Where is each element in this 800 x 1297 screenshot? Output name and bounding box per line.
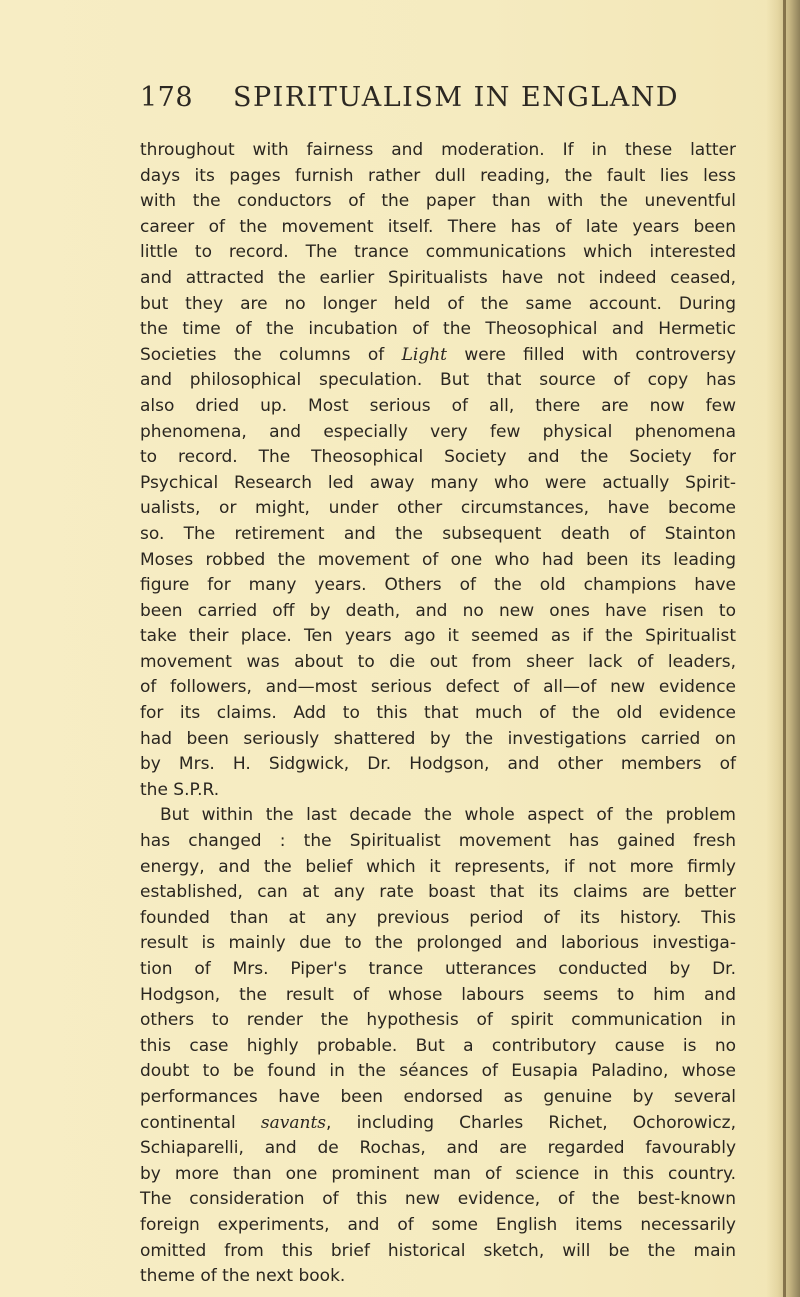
text-line: this case highly probable. But a contributory cause is no <box>140 1035 736 1056</box>
text-line: energy, and the belief which it represents, if not more firmly <box>140 856 736 877</box>
text-line: days its pages furnish rather dull reading, the fault lies less <box>140 165 736 186</box>
text-line: figure for many years. Others of the old champions have <box>140 575 736 596</box>
text-line: for its claims. Add to this that much of the old evidence <box>140 703 736 724</box>
text-line: Societies the columns of Light were filled with controversy <box>140 344 736 365</box>
text-line: to record. The Theosophical Society and the Society for <box>140 447 736 468</box>
text-line: career of the movement itself. There has of late years been <box>140 216 736 237</box>
running-head: SPIRITUALISM IN ENGLAND <box>233 82 680 113</box>
text-line: of followers, and—most serious defect of all—of new evidence <box>140 677 736 698</box>
text-line: performances have been endorsed as genuine by several <box>140 1086 736 1107</box>
text-line: others to render the hypothesis of spirit communication in <box>140 1010 736 1031</box>
text-line: tion of Mrs. Piper's trance utterances conducted by Dr. <box>140 959 736 979</box>
paragraph <box>140 803 736 1289</box>
text-line: doubt to be found in the séances of Eusapia Paladino, whose <box>140 1061 736 1082</box>
text-line: continental savants, including Charles Richet, Ochorowicz, <box>140 1112 737 1133</box>
text-line: throughout with fairness and moderation. If in these latter <box>140 140 736 160</box>
italic-title: savants <box>260 1112 327 1133</box>
text-line: Schiaparelli, and de Rochas, and are regarded favourably <box>140 1138 736 1159</box>
text-line: been carried off by death, and no new ones have risen to <box>140 600 736 621</box>
italic-title: Light <box>401 344 447 365</box>
text-line: movement was about to die out from sheer lack of leaders, <box>140 651 736 672</box>
text-line: with the conductors of the paper than with the uneventful <box>140 191 736 212</box>
text-line: founded than at any previous period of its history. This <box>140 907 736 928</box>
paragraph <box>140 138 736 803</box>
text-line: established, can at any rate boast that its claims are better <box>140 882 736 903</box>
text-line: also dried up. Most serious of all, there are now few <box>140 395 736 416</box>
page-edge-line <box>783 0 786 1297</box>
text-line: But within the last decade the whole aspect of the problem <box>160 805 736 826</box>
text-line: result is mainly due to the prolonged and laborious investiga- <box>140 933 736 954</box>
text-line: by Mrs. H. Sidgwick, Dr. Hodgson, and other members of <box>140 754 736 775</box>
text-line: so. The retirement and the subsequent death of Stainton <box>140 523 736 544</box>
text-line: had been seriously shattered by the investigations carried on <box>140 728 736 749</box>
page-number: 178 <box>140 82 194 113</box>
text-line: take their place. Ten years ago it seemed as if the Spiritualist <box>140 626 736 647</box>
text-line: foreign experiments, and of some English items necessarily <box>140 1214 736 1235</box>
text-line: Moses robbed the movement of one who had been its leading <box>140 549 736 570</box>
page-header <box>140 82 680 122</box>
text-line: and philosophical speculation. But that source of copy has <box>140 370 736 391</box>
text-line: phenomena, and especially very few physical phenomena <box>140 421 736 442</box>
text-line: the time of the incubation of the Theosophical and Hermetic <box>140 319 736 340</box>
text-line: Hodgson, the result of whose labours seems to him and <box>140 984 736 1005</box>
text-line: theme of the next book. <box>140 1266 346 1287</box>
text-line: has changed : the Spiritualist movement has gained fresh <box>140 831 736 852</box>
text-line: The consideration of this new evidence, of the best-known <box>140 1189 736 1210</box>
text-line: omitted from this brief historical sketch, will be the main <box>140 1240 736 1261</box>
text-line: Psychical Research led away many who were actually Spirit- <box>140 472 736 493</box>
text-line: ualists, or might, under other circumstances, have become <box>140 498 736 519</box>
text-line: little to record. The trance communications which interested <box>140 242 736 263</box>
body-text <box>140 138 736 1290</box>
text-line: and attracted the earlier Spiritualists have not indeed ceased, <box>140 267 736 288</box>
text-line: by more than one prominent man of science in this country. <box>140 1163 736 1184</box>
text-line: the S.P.R. <box>140 779 220 800</box>
text-line: but they are no longer held of the same account. During <box>140 293 736 314</box>
